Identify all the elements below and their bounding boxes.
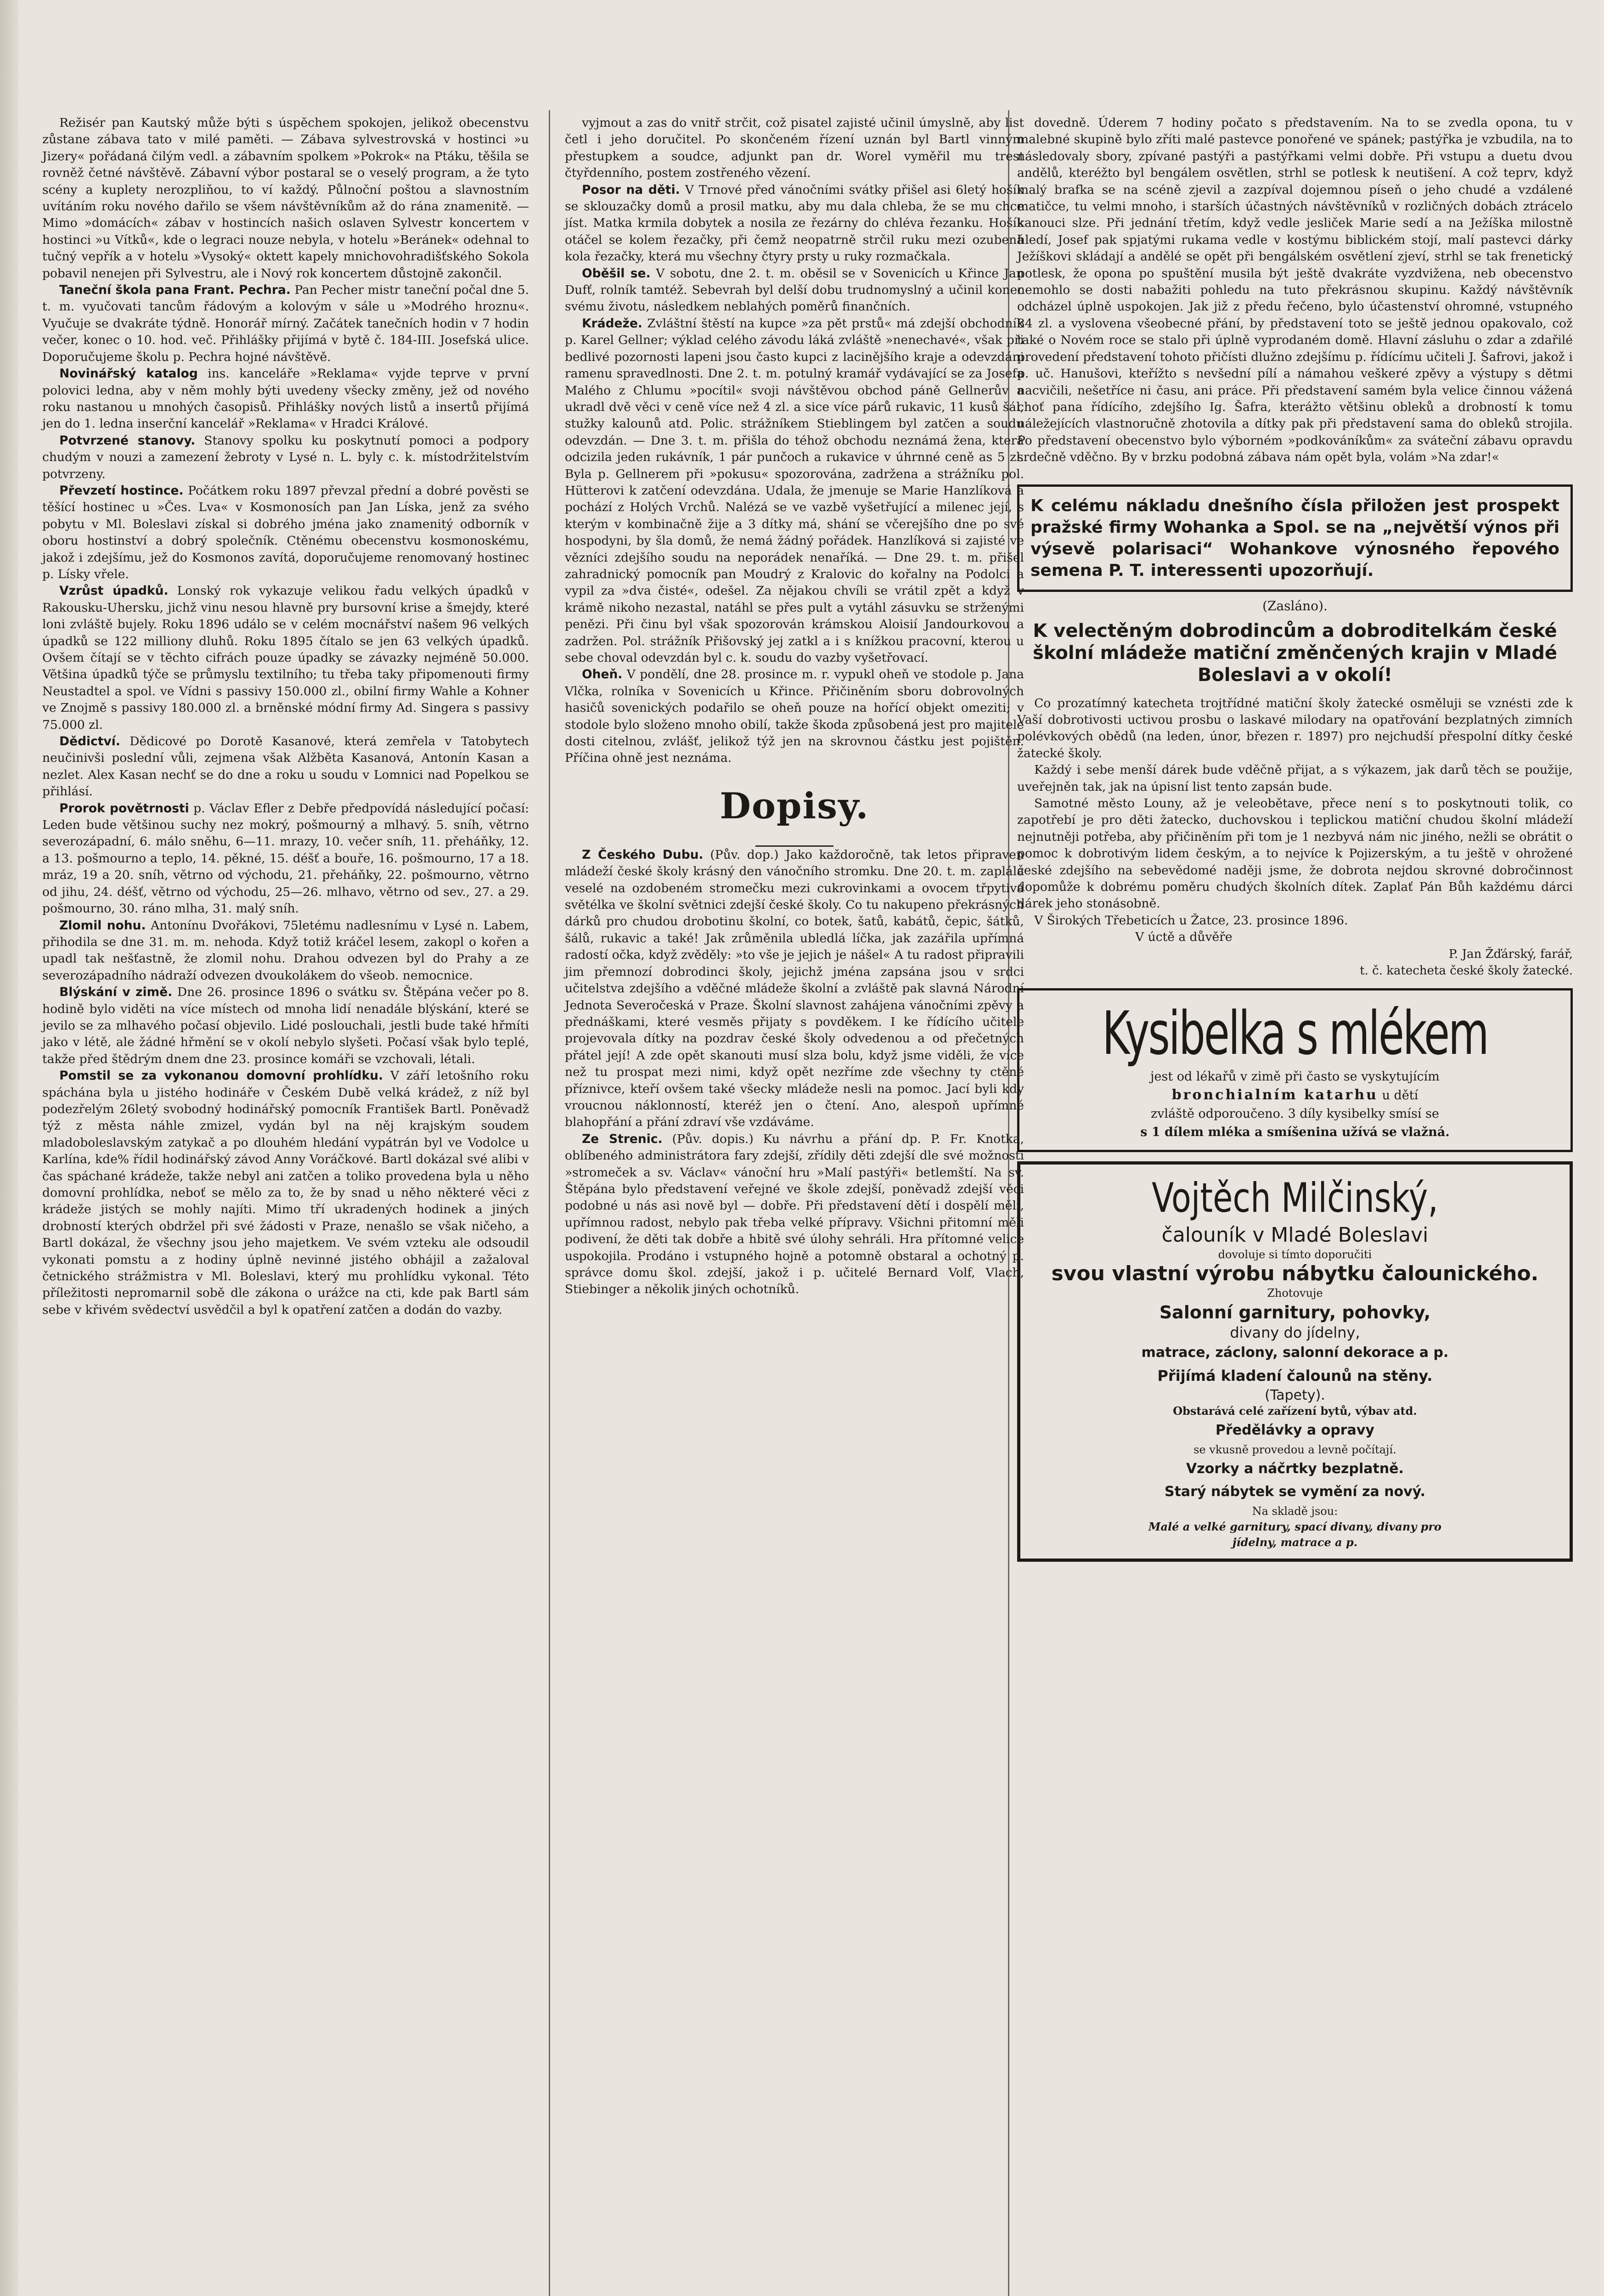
- milcinsky-line: Přijímá kladení čalounů na stěny.: [1157, 1367, 1433, 1384]
- article-body: Zvláštní štěstí na kupce »za pět prstů« má zdejší obchodník p. Karel Gellner; výklad celého závodu láká zvláště »nenechavé«, však při bedlivé pozornosti lapeni jsou často kupci z lacinějšího kraje a odevzdáni ramenu spravedlnosti. Dne 2. t. m. potulný kramář vydávající se za Josefa Malého z Chlumu »pocítil« svoji návštěvou obchod páně Gellnerův a ukradl dvě věci v ceně více než 4 zl. a sice více párů rukavic, 11 kusů šál, stužky kalounů atd. Polic. strážníkem Stieblingem byl zatčen a soudu odevzdán. — Dne 3. t. m. přišla do téhož obchodu neznámá žena, která odcizila jeden rukávník, 1 pár punčoch a rukavice v úhrnné ceně as 5 zl. Byla p. Gellnerem při »pokusu« spozorována, zadržena a strážníku pol. Hütterovi k zatčení odevzdána. Udala, že jmenuje se Marie Hanzlíková a pochází z Holých Vrchů. Nalézá se ve vazbě vyšetřující a milenec její, s kterým v kombinačně žije a 3 dítky má, shání se včerejšího dne po své hospodyni, by šla domů, že nemá žádný pořádek. Hanzlíková si zajisté ve vězníci zdejšího soudu na neporádek nenaříká. — Dne 29. t. m. přišel zahradnický pomocník pan Moudrý z Kralovic do kořalny na Podolci a vypil za »dva čisté«, odešel. Za nějakou chvíli se vrátil zpět a když v krámě nikoho nezastal, natáhl se přes pult a vytáhl zásuvku se strženými penězi. Při činu byl však spozorován krámskou Aloisií Jandourkovou a zadržen. Pol. strážník Přišovský jej zatkl a i s knížkou pracovní, kterou u sebe choval odevzdán byl c. k. soudu do vazby vyšetřovací.: [565, 316, 1024, 665]
- milcinsky-line: Na skladě jsou:: [1252, 1504, 1338, 1518]
- article-body: V sobotu, dne 2. t. m. oběsil se v Sovenicích u Křince Jan Dufť, rolník tamtéž. Sebevrah byl delší dobu trudnomyslný a učinil konec svému životu, následkem neblahých poměrů finančních.: [565, 266, 1024, 314]
- article-paragraph: [1017, 115, 1573, 466]
- kysibelka-line: [1030, 1086, 1559, 1105]
- appeal-block: [1017, 620, 1573, 979]
- article-heading: Oheň.: [582, 667, 623, 682]
- kysibelka-line: s 1 dílem mléka a smíšenina užívá se vlažná.: [1140, 1125, 1450, 1139]
- milcinsky-name: Vojtěch Milčinský,: [1152, 1174, 1438, 1221]
- kysibelka-ad: [1017, 988, 1573, 1152]
- column-1: [42, 115, 529, 1318]
- prospect-text: K celému nákladu dnešního čísla přiložen jest prospekt pražské firmy Wohanka a Spol. se na „největší výnos při výsevě polarisaci“ Wohankove výnosného řepového semena P. T. interessenti upozorňují.: [1030, 496, 1559, 580]
- column-3-articles: [1017, 115, 1573, 466]
- milcinsky-line: (Tapety).: [1265, 1387, 1325, 1403]
- article-body: ins. kanceláře »Reklama« vyjde teprve v první polovici ledna, aby v něm mohly býti uvedeny všecky změny, jež od nového roku nastanou u mnohých časopisů. Přihlášky nových listů a insertů přijímá jen do 1. ledna inserční kancelář »Reklama« v Hradci Králové.: [42, 366, 529, 431]
- appeal-title: K velectěným dobrodincům a dobroditelkám české školní mládeže matiční změnčených krajin v Mladé Boleslavi a v okolí!: [1033, 620, 1557, 686]
- milcinsky-ad: [1017, 1161, 1573, 1562]
- article-heading: Krádeže.: [582, 316, 642, 331]
- article-body: V pondělí, dne 28. prosince m. r. vypukl oheň ve stodole p. Jana Vlčka, rolníka v Sovenicích u Křince. Přičiněním sboru dobrovolných hasičů sovenických podařilo se oheň pouze na hořící objekt omeziti; v stodole bylo složeno mnoho obilí, takže škoda způsobená jest pro majitele dosti citelnou, zvlášť, jelikož týž jen na skrovnou částku jest pojištěn. Příčina ohně jest neznáma.: [565, 667, 1024, 765]
- article-body: p. Václav Efler z Debře předpovídá následující počasí: Leden bude většinou suchy nez mokrý, pošmourný a mlhavý. 5. sníh, větrno severozápadní, 6. málo sněhu, 6—11. mrazy, 10. večer sníh, 11. přeháňky, 12. a 13. pošmourno a teplo, 14. pěkné, 15. déšť a bouře, 16. pošmourno, 17 a 18. mráz, 19 a 20. sníh, větrno od východu, 21. přeháňky, 22. pošmourno, větrno od jihu, 24. déšť, větrno od východu, 25—26. mlhavo, větrno od sev., 27. a 29. pošmourno, 30. ráno mlha, 31. malý sníh.: [42, 801, 529, 916]
- article-body: (Pův. dopis.) Ku návrhu a přání dp. P. Fr. Knotka, oblíbeného administrátora fary zdejší, zřídily děti zdejší dle své možnosti »stromeček a sv. Václav« vánoční hru »Malí pastýři« betlemští. Na sv. Štěpána bylo představení veřejné ve škole zdejší, poněvadž zdejší věci podobné u nás asi nově byl — dobře. Při představení dětí i dospělí měli, upřímnou radost, nebylo pak třeba velké přípravy. Všichni přitomní měli podivení, že děti tak dobře a hbitě své úlohy sehráli. Hra přítomné velice uspokojila. Prodáno i vstupného hojně a potomně obstaral a ochotný p. správce domu škol. zdejší, jakož i p. učitelé Bernard Volf, Vlach, Stiebinger a několik jiných ochotníků.: [565, 1131, 1024, 1297]
- article-paragraph: [565, 847, 1024, 1131]
- article-paragraph: [42, 917, 529, 985]
- article-paragraph: [565, 1131, 1024, 1298]
- article-paragraph: [42, 483, 529, 583]
- article-heading: Z Českého Dubu.: [582, 847, 704, 862]
- milcinsky-line: jídelny, matrace a p.: [1232, 1535, 1358, 1549]
- column-2: [565, 115, 1024, 1298]
- article-paragraph: [42, 800, 529, 917]
- article-body: Stanovy spolku ku poskytnutí pomoci a podpory chudým v nouzi a zamezení žebroty v Lysé n. L. byly c. k. místodržitelstvím potvrzeny.: [42, 433, 529, 481]
- article-paragraph: [42, 282, 529, 366]
- article-paragraph: [565, 115, 1024, 182]
- milcinsky-trade: čalouník v Mladé Boleslavi: [1161, 1223, 1429, 1247]
- article-body: dovedně. Úderem 7 hodiny počato s představením. Na to se zvedla opona, tu v malebné skupině bylo zříti malé pastevce ponořené ve spánek; pastýřka je vzbudila, na to následovaly sbory, zpívané pastýři a pastýřkami velmi dobře. Při vstupu a duetu dvou andělů, kteréžto byl bengálem osvětlen, strhl se potlesk k neutišení. A což teprv, když malý brafka se na scéně zjevil a zazpíval dojemnou píseň o jeho chudé a vzdálené matičce, tu velmi mnoho, i starších účastných návštěvníků v rozličných dobách ztrácelo kanouci slze. Při jednání třetím, když vedle jesliček Marie sedí a na Ježíška milostně hledí, Josef pak spjatými rukama vedle v kostýmu biblickém stojí, malí pastevci dárky Ježíškovi skládají a andělé se opět při bengálském osvětlení zjeví, strhl se tak frenetický potlesk, že opona po spuštění musila být ještě dvakráte vyzdvižena, neb obecenstvo nemohlo se dosti nabažiti pohledu na tuto překrásnou skupinu. Každý návštěvník odcházel úplně uspokojen. Jak již z předu řečeno, bylo účastenství ohromné, vstupného 84 zl. a vyslovena všeobecné přání, by představení toto se ještě jednou opakovalo, což také o Novém roce se stalo při úplně vyprodaném domě. Hlavní zásluhu o zdar a zdařilé provedení představení tohoto přičísti dlužno zdejšímu p. řídícímu učiteli J. Šafrovi, jakož i p. uč. Hanušovi, kteřížto s nevšední pílí a námahou veškeré zpěvy a výstupy s dětmi nacvičili, nešetříce ni času, ani práce. Při představení samém byla velice činnou vážená choť pana řídícího, zdejšího Ig. Šafra, kterážto většinu obleků a drobností k tomu náležejících vlastnoručně zhotovila a dítky pak při představení sama do obleků strojila. Po představení obecenstvo bylo výborném »podkováníkům« za sváteční zábavu opravdu srdečně vděčno. By v brzku podobná zábava nám opět byla, volám »Na zdar!«: [1017, 116, 1573, 465]
- article-heading: Blýskání v zimě.: [59, 985, 173, 1000]
- article-paragraph: [42, 366, 529, 433]
- column-rule-1: [549, 110, 550, 2296]
- article-body: Dne 26. prosince 1896 o svátku sv. Štěpána večer po 8. hodině bylo viděti na více místech od mnoha lidí nenadále blýskání, které se jevilo se za mlhavého počasí objevilo. Lidé poslouchali, jestli bude také hřmíti jako v létě, ale žádné hřmění se v okolí nebylo slyšeti. Počasí však bylo teplé, takže před štědrým dnem dne 23. prosince komáři se vzchovali, létali.: [42, 985, 529, 1066]
- article-body: Počátkem roku 1897 převzal přední a dobré pověsti se těšící hostinec u »Čes. Lva« v Kosmonosích pan Jan Líska, jenž za svého pobytu v Ml. Boleslavi získal si dobrého jména jako znamenitý odborník v oboru hostinství a dobrý společník. Ctěnému obecenstvu kosmonoskému, jakož i zdejšímu, jež do Kosmonos zavítá, doporučujeme renomovaný hostinec p. Lísky vřele.: [42, 483, 529, 581]
- appeal-signer: P. Jan Žďárský, farář,: [1448, 947, 1573, 961]
- milcinsky-line: Předělávky a opravy: [1216, 1422, 1374, 1438]
- page-edge: [0, 0, 18, 2296]
- article-heading: Prorok povětrnosti: [59, 801, 189, 816]
- appeal-paragraph: Co prozatímný katecheta trojtřídné matiční školy žatecké osměluji se vznésti zde k Vaší dobrotivosti uctivou prosbu o laskavé milodary na opatřování bezplatných zimních polévkových obědů (na leden, únor, březen r. 1897) pro nejchudší přespolní dítky české žatecké školy.: [1017, 696, 1573, 760]
- appeal-paragraph: Každý i sebe menší dárek bude vděčně přijat, a s výkazem, jak darů těch se použije, uveřejněn tak, jak na úpisní list tento zapsán bude.: [1017, 763, 1573, 794]
- article-body: vyjmout a zas do vnitř strčit, což pisatel zajisté učinil úmyslně, aby list četl i jeho doručitel. Po skončeném řízení uznán byl Bartl vinným přestupkem a soudce, adjunkt pan dr. Worel vyměřil mu trest čtyřdenního, postem zostřeného vězení.: [565, 116, 1024, 180]
- article-paragraph: [565, 315, 1024, 667]
- kysibelka-line: jest od lékařů v zimě při často se vyskytujícím: [1150, 1069, 1440, 1084]
- zaslano-label: (Zasláno).: [1262, 598, 1328, 613]
- appeal-paragraph: Samotné město Louny, až je veleobětave, přece není s to poskytnouti tolik, co zapotřebí je pro děti žatecko, duchovskou i teplickou matiční chudou školní mládeží nejnutněji potřeba, aby přičiněním při tom je 1 nezbyvá nám nic jiného, nežli se obrátit o pomoc k dobrotivým lidem českým, a to nejvíce k Pojizerským, a tu ještě v ohrožené české zdejšího na sebevědomé naději jsme, že dobrota nejdou skrovné dobročinnost dopomůže k dobrému poměru chudých školních dítek. Zaplať Pán Bůh každému dárci dárek jeho stonásobně.: [1017, 796, 1573, 911]
- article-heading: Zlomil nohu.: [59, 918, 146, 933]
- kysibelka-line: zvláště odporoučeno. 3 díly kysibelky smísí se: [1151, 1106, 1439, 1121]
- article-body: V Trnové před vánočními svátky přišel asi 6letý hošík se sklouzačky domů a prosil matku, aby mu dala chleba, že se mu chce jíst. Matka krmila dobytek a nosila ze řezárny do chléva řezanku. Hošík otáčel se kolem řezačky, při čemž neopatrně strčil ruku mezi ozubená kola řezačky, která mu všechny čtyry prsty u ruky rozmačkala.: [565, 182, 1024, 264]
- milcinsky-line: svou vlastní výrobu nábytku čalounického.: [1051, 1261, 1539, 1285]
- milcinsky-line: matrace, záclony, salonní dekorace a p.: [1141, 1344, 1449, 1361]
- article-heading: Ze Strenic.: [582, 1131, 663, 1146]
- article-body: Lonský rok vykazuje velikou řadu velkých úpadků v Rakousku-Uhersku, jichž vinu nesou hlavně pry bursovní krise a šmejdy, které loni zvláště bujely. Roku 1896 událo se v celém mocnářství našem 96 velkých úpadků se 122 milliony dluhů. Roku 1895 čítalo se jen 63 velkých úpadků. Ovšem čítají se v těchto cifrách pouze úpadky se závazky nejméně 50.000. Většina úpadků týče se průmyslu textilního; tu třeba taky připomenouti firmy Neustadtel a spol. ve Vídni s passivy 150.000 zl., obilní firmy Wahle a Kohner ve Znojmě s passivy 180.000 zl. a brněnské módní firmy Ad. Singera s passivy 75.000 zl.: [42, 584, 529, 732]
- article-paragraph: [42, 115, 529, 282]
- article-paragraph: [565, 265, 1024, 315]
- milcinsky-line: Zhotovuje: [1267, 1286, 1323, 1300]
- article-heading: Převzetí hostince.: [59, 483, 184, 498]
- article-heading: Taneční škola pana Frant. Pechra.: [59, 283, 291, 298]
- prospect-notice: [1017, 484, 1573, 592]
- kysibelka-line-end: u dětí: [1382, 1088, 1418, 1103]
- article-paragraph: [42, 733, 529, 800]
- milcinsky-line: Vzorky a náčrtky bezplatně.: [1186, 1460, 1404, 1477]
- article-heading: Novinářský katalog: [59, 366, 198, 381]
- article-body: Režisér pan Kautský může býti s úspěchem spokojen, jelikož obecenstvu zůstane zábava tato v milé paměti. — Zábava sylvestrovská v hostinci »u Jizery« pořádaná čilým vedl. a zábavním spolkem »Pokrok« na Ptáku, těšila se rovněž četné návštěvě. Zábavní výbor postaral se o veselý program, a že tyto scény a kuplety nerozpliňou, to ví každý. Půlnoční poštou a slavnostním uvítáním roku nového dařilo se všem návštěvníkům až do rána znamenitě. — Mimo »domácích« zábav v hostincích našich oslaven Sylvestr koncertem v hostinci »u Vítků«, kde o legraci nouze nebyla, v hotelu »Beránek« odehnal to tučný vepřík a v hotelu »Vysoký« oktett kapely mnichovohradišťského Sokola pobavil nenejen při Sylvestru, ale i Nový rok koncertem důstojně zakončil.: [42, 116, 529, 281]
- article-heading: Posor na děti.: [582, 182, 680, 197]
- article-heading: Vzrůst úpadků.: [59, 584, 169, 598]
- milcinsky-line: dovoluje si tímto doporučiti: [1218, 1248, 1372, 1261]
- article-body: Pan Pecher mistr taneční počal dne 5. t. m. vyučovati tancům řádovým a kolovým v sále u »Modrého hroznu«. Vyučuje se dvakráte týdně. Honorář mírný. Začátek tanečních hodin v 7 hodin večer, konec o 10. hod. več. Přihlášky přijímá v bytě č. 184-III. Josefská ulice. Doporučujeme školu p. Pechra hojné návštěvě.: [42, 283, 529, 364]
- section-heading: Dopisy.: [720, 785, 869, 827]
- article-paragraph: [42, 1068, 529, 1318]
- article-paragraph: [565, 666, 1024, 766]
- kysibelka-diagnosis: bronchialním katarhu: [1171, 1086, 1378, 1103]
- milcinsky-line: Obstarává celé zařízení bytů, výbav atd.: [1173, 1404, 1417, 1418]
- article-paragraph: [42, 433, 529, 483]
- article-paragraph: [42, 583, 529, 733]
- article-body: Antonínu Dvořákovi, 75letému nadlesnímu v Lysé n. Labem, přihodila se dne 31. m. m. nehoda. Když totiž kráčel lesem, zakopl o kořen a upadl tak nešťastně, že zlomil nohu. Drahou odvezen byl do Prahy a ze severozápadního nádraží odvezen dvoukolákem do všeob. nemocnice.: [42, 918, 529, 983]
- kysibelka-title: Kysibelka s mlékem: [1102, 998, 1488, 1068]
- article-heading: Potvrzené stanovy.: [59, 433, 196, 448]
- article-body: (Pův. dop.) Jako každoročně, tak letos připraven mládeží české školy krásný den vánočního stromku. Dne 20. t. m. zaplála veselé na ozdobeném stromečku mezi cukrovinkami a ovocem třpytivá světélka ve školní světnici zdejší české školy. Co tu nakupeno překrásných dárků pro chudou drobotinu školní, co botek, šatů, kabátů, čepic, šátků, šálů, rukavic a také! Jak zrůměnila ubledlá líčka, jak zazářila upřímná radostí očka, když zvěděly: »to vše je jejich je nášel« A tu radost připravili jim přemnozí dobrodinci školy, jejichž jména zapsána jsou v srdci učitelstva zdejšího a vděčné mládeže školní a zvláště pak slavná Národní Jednota Severočeská v Praze. Školní slavnost zahájena vánočními zpěvy a přednáškami, které vesměs přijaty s povděkem. I ke řídícího učitele projevovala dítky na pozdrav české školy odvedenou a od přečetných přátel její! A zde opět skanouti musí slza bolu, když jsme viděli, že více než tu prospat mezi nimi, když opět nezříme zde všechny ty ctěné příznivce, kteří ovšem také všecky mládeže nesli na pomoc. Jací byli kdy vroucnou náklonností, kteréž jen o čtení. Ano, alespoň upřímné blahopřání a přání zdraví vše vzdáváme.: [565, 847, 1024, 1130]
- milcinsky-line: Starý nábytek se vymění za nový.: [1164, 1483, 1426, 1500]
- milcinsky-line: Malé a velké garnitury, spací divany, divany pro: [1148, 1519, 1442, 1533]
- milcinsky-line: se vkusně provedou a levně počítají.: [1193, 1443, 1396, 1456]
- article-body: V září letošního roku spáchána byla u jistého hodináře v Českém Dubě velká krádež, z níž byl podezřelým 26letý svobodný hodinářský pomocník František Bartl. Poněvadž týž z města náhle zmizel, vydán byl na něj krajským soudem mladoboleslavským zatykač a po dlouhém hledání vypátrán byl ve Vodolce u Karlína, kde% řídil hodinářský závod Anny Voráčkové. Bartl dokázal své alibi v čas spáchané krádeže, takže nebyl ani zatčen a toliko provedena byla u něho domovní prohlídka, neboť se mělo za to, že by snad u něho některé věci z krádeže jistých se mohly najíti. Mimo tří ukradených hodinek a jiných drobností kterých obdržel při své žádosti v Praze, nenašlo se však ničeho, a Bartl dokázal, že všechny jsou jeho majetkem. Ve svém vzteku ale odsoudil vykonati pomstu a z hodiny úplně nevinné jistého obhájil a zažaloval četnického strážmistra v Ml. Boleslavi, který mu prohlídku vykonal. Této příležitosti nepromarnil sobě dle zákona o urážce na cti, kde pak Bartl sám sebe v křivém svědectví usvědčil a byl k opatření zatčen a dodán do vazby.: [42, 1069, 529, 1317]
- article-paragraph: [565, 182, 1024, 265]
- appeal-signer-title: t. č. katecheta české školy žatecké.: [1360, 963, 1573, 978]
- article-heading: Pomstil se za vykonanou domovní prohlídku.: [59, 1069, 383, 1083]
- milcinsky-line: Salonní garnitury, pohovky,: [1159, 1302, 1431, 1322]
- milcinsky-line: divany do jídelny,: [1230, 1323, 1360, 1341]
- article-heading: Dědictví.: [59, 734, 120, 749]
- appeal-salutation: V úctě a důvěře: [1135, 930, 1233, 945]
- column-3: [1017, 115, 1573, 1562]
- article-paragraph: [42, 984, 529, 1068]
- article-body: Dědicové po Dorotě Kasanové, která zemřela v Tatobytech neučinivši poslední vůli, zejmena však Alžběta Kasanová, Antonín Kasan a nezlet. Alex Kasan nechť se do dne a roku u soudu v Lomnici nad Popelkou se přihlásí.: [42, 734, 529, 799]
- article-heading: Oběšil se.: [582, 266, 651, 281]
- appeal-place: V Širokých Třebeticích u Žatce, 23. prosince 1896.: [1034, 913, 1348, 928]
